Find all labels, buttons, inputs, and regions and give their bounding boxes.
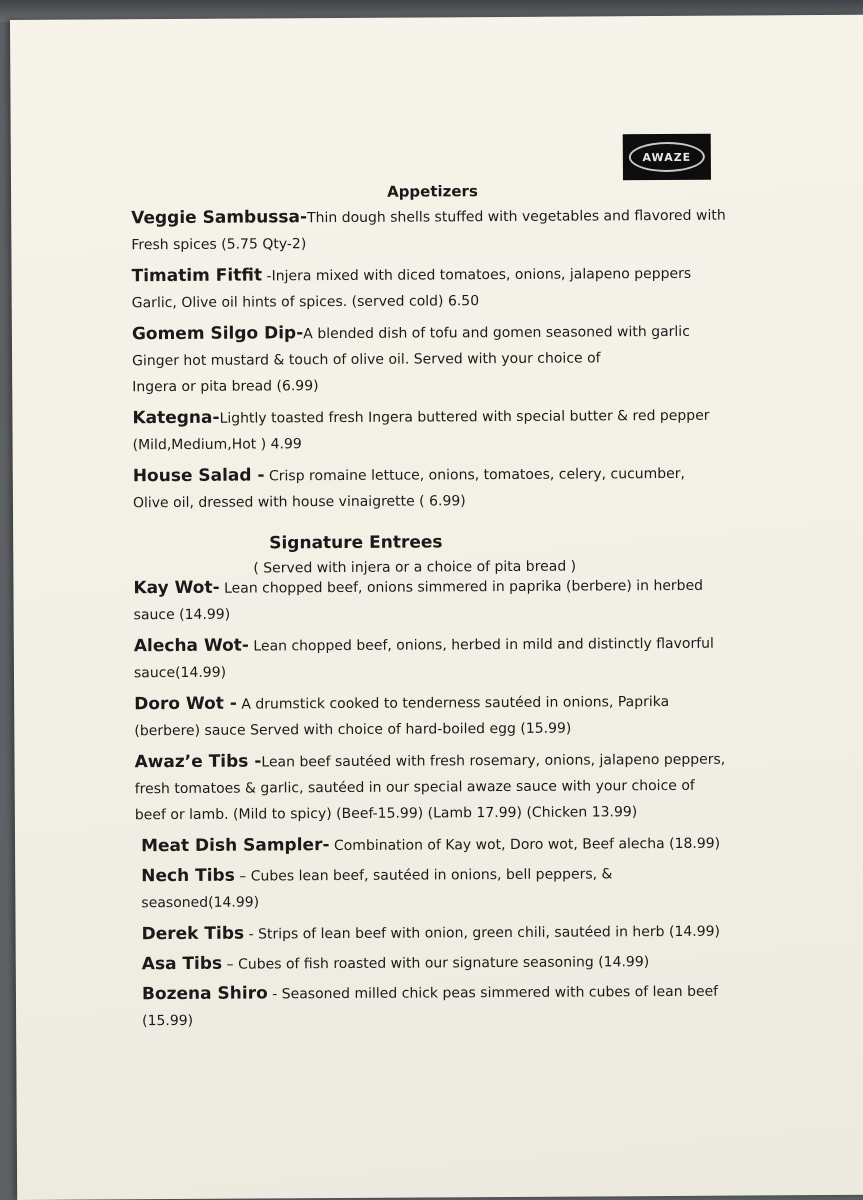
- menu-page: [10, 15, 863, 1200]
- menu-item-kay-wot: [133, 576, 703, 624]
- item-description: – Cubes of fish roasted with our signature seasoning (14.99): [222, 954, 650, 973]
- item-description-line: sauce (14.99): [133, 606, 231, 624]
- menu-item-meat-dish-sampler: [141, 834, 720, 857]
- item-name: Bozena Shiro: [141, 983, 268, 1005]
- item-description: Combination of Kay wot, Doro wot, Beef alecha (18.99): [329, 835, 721, 855]
- item-name: House Salad -: [132, 465, 265, 487]
- item-description-line: Ingera or pita bread (6.99): [132, 378, 319, 396]
- menu-item-veggie-sambussa: [131, 206, 726, 255]
- menu-item-derek-tibs: [142, 922, 720, 945]
- item-description-line: sauce(14.99): [133, 664, 227, 682]
- appetizers-heading: Appetizers: [387, 182, 478, 201]
- item-description-line: fresh tomatoes & garlic, sautéed in our special awaze sauce with your choice of: [134, 777, 695, 798]
- menu-item-kategna: [132, 406, 709, 455]
- logo-text: AWAZE: [629, 142, 705, 172]
- menu-item-bozena-shiro: [142, 982, 718, 1031]
- menu-item-doro-wot: [134, 692, 669, 740]
- menu-item-nech-tibs: [141, 864, 612, 912]
- entrees-note: ( Served with injera or a choice of pita bread ): [253, 558, 577, 577]
- item-name: Kay Wot-: [133, 577, 220, 599]
- item-name: Alecha Wot-: [133, 635, 249, 657]
- item-description-line: (berbere) sauce Served with choice of hard-boiled egg (15.99): [134, 720, 572, 740]
- item-description: Crisp romaine lettuce, onions, tomatoes, celery, cucumber,: [264, 465, 686, 485]
- item-description: A blended dish of tofu and gomen seasoned with garlic: [303, 323, 690, 343]
- item-name: Veggie Sambussa-: [131, 207, 308, 229]
- entrees-heading: Signature Entrees: [269, 532, 443, 554]
- item-description: – Cubes lean beef, sautéed in onions, bell peppers, &: [234, 866, 613, 885]
- item-name: Meat Dish Sampler-: [140, 835, 330, 857]
- item-name: Kategna-: [132, 407, 220, 429]
- awaze-logo: [623, 134, 711, 181]
- item-description-line: (Mild,Medium,Hot ) 4.99: [132, 436, 302, 454]
- item-description: Lean chopped beef, onions, herbed in mild and distinctly flavorful: [248, 635, 714, 655]
- item-description-line: Ginger hot mustard & touch of olive oil. Served with your choice of: [132, 350, 601, 370]
- item-description-line: Fresh spices (5.75 Qty-2): [131, 236, 307, 254]
- item-description: -Injera mixed with diced tomatoes, onions, jalapeno peppers: [262, 265, 692, 285]
- item-description-line: seasoned(14.99): [141, 894, 260, 912]
- menu-item-awaze-tibs: [134, 750, 725, 825]
- item-name: Gomem Silgo Dip-: [131, 323, 304, 345]
- item-name: Doro Wot -: [134, 693, 237, 715]
- menu-item-house-salad: [133, 464, 685, 512]
- item-name: Nech Tibs: [141, 865, 235, 887]
- menu-item-timatim-fitfit: [132, 264, 692, 312]
- item-description-line: beef or lamb. (Mild to spicy) (Beef-15.99) (Lamb 17.99) (Chicken 13.99): [134, 804, 638, 824]
- item-name: Asa Tibs: [141, 953, 223, 975]
- item-name: Awaz’e Tibs -: [134, 751, 262, 773]
- item-description: - Seasoned milled chick peas simmered with cubes of lean beef: [267, 983, 719, 1003]
- item-description: Lean beef sautéed with fresh rosemary, onions, jalapeno peppers,: [261, 751, 726, 771]
- item-description: Lightly toasted fresh Ingera buttered with special butter & red pepper: [219, 407, 710, 427]
- item-description: A drumstick cooked to tenderness sautéed in onions, Paprika: [236, 693, 670, 713]
- menu-item-asa-tibs: [142, 952, 650, 974]
- item-description-line: (15.99): [142, 1012, 194, 1030]
- item-description: Thin dough shells stuffed with vegetables and flavored with: [307, 207, 726, 227]
- item-name: Derek Tibs: [141, 923, 245, 945]
- item-name: Timatim Fitfit: [131, 265, 263, 287]
- item-description: - Strips of lean beef with onion, green chili, sautéed in herb (14.99): [244, 923, 721, 943]
- item-description-line: Olive oil, dressed with house vinaigrette ( 6.99): [132, 493, 466, 512]
- menu-item-gomem-silgo-dip: [132, 322, 690, 396]
- item-description-line: Garlic, Olive oil hints of spices. (served cold) 6.50: [131, 293, 480, 312]
- item-description: Lean chopped beef, onions simmered in paprika (berbere) in herbed: [219, 577, 704, 597]
- menu-item-alecha-wot: [134, 634, 714, 683]
